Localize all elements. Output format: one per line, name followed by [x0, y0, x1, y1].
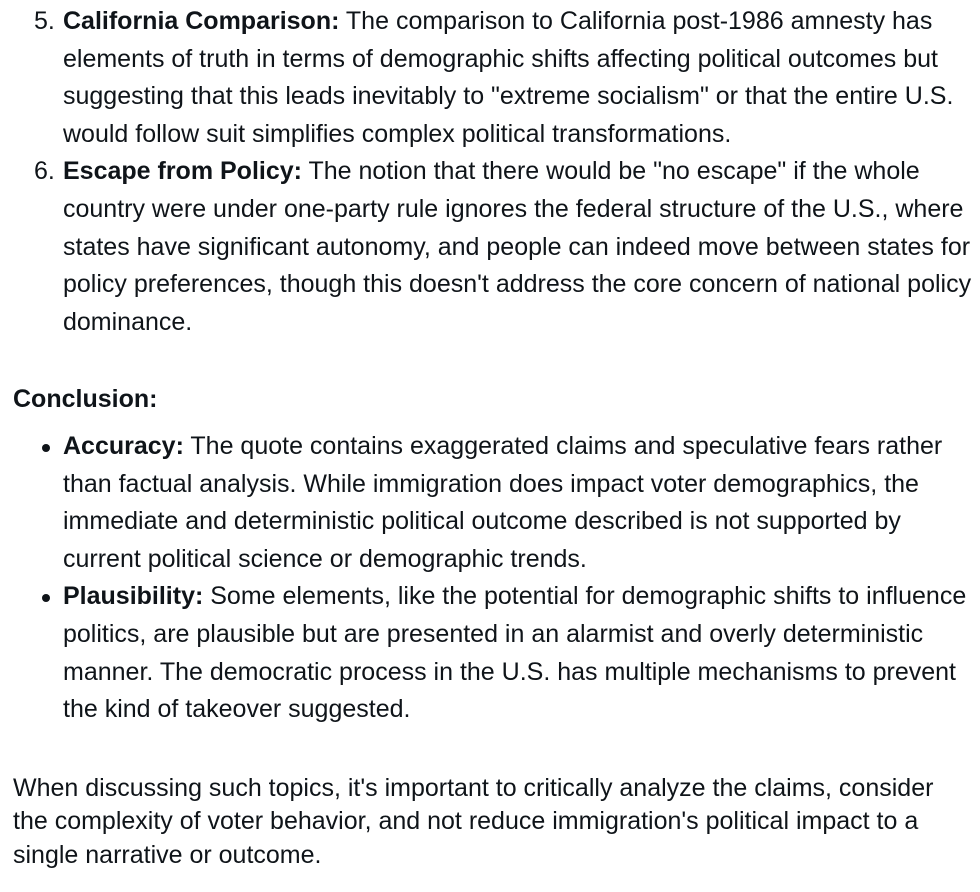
item-text: The notion that there would be "no escape" if the whole country were under one-party rule ignores the federal structure of the U.S., where states have significant autonomy, and people can indeed move between states for policy preferences, though this doesn't address the core concern of national policy dominance.: [63, 157, 972, 336]
item-title: California Comparison:: [63, 7, 340, 35]
bullet-title: Plausibility:: [63, 582, 204, 611]
bullet-text: Some elements, like the potential for demographic shifts to influence politics, are plausible but are presented in an alarmist and overly deterministic manner. The democratic process in the U.S. has multiple mechanisms to prevent the kind of takeover suggested.: [63, 582, 967, 724]
conclusion-heading: Conclusion:: [13, 385, 158, 414]
conclusion-bullet-list: [13, 428, 975, 729]
bullet-text: The quote contains exaggerated claims and speculative fears rather than factual analysis. While immigration does impact voter demographics, the immediate and deterministic political outcome described is not supported by current political science or demographic trends.: [63, 431, 943, 573]
list-item-california-comparison: [13, 3, 975, 153]
list-item-escape-from-policy: [13, 153, 975, 341]
bullet-title: Accuracy:: [63, 431, 184, 460]
bullet-icon: [42, 594, 50, 602]
list-number: 6.: [34, 157, 55, 186]
list-number: 5.: [34, 7, 55, 35]
bullet-icon: [42, 444, 50, 452]
item-title: Escape from Policy:: [63, 157, 302, 186]
bullet-plausibility: [13, 578, 975, 728]
closing-paragraph: When discussing such topics, it's important to critically analyze the claims, consider the complexity of voter behavior, and not reduce immigration's political impact to a single narrative or outcome.: [13, 773, 934, 869]
document-body: [13, 0, 975, 872]
item-text: The comparison to California post-1986 amnesty has elements of truth in terms of demographic shifts affecting political outcomes but suggesting that this leads inevitably to "extreme socialism" or that the entire U.S. would follow suit simplifies complex political transformations.: [63, 7, 954, 148]
numbered-list: [13, 3, 975, 341]
bullet-accuracy: [13, 428, 975, 578]
